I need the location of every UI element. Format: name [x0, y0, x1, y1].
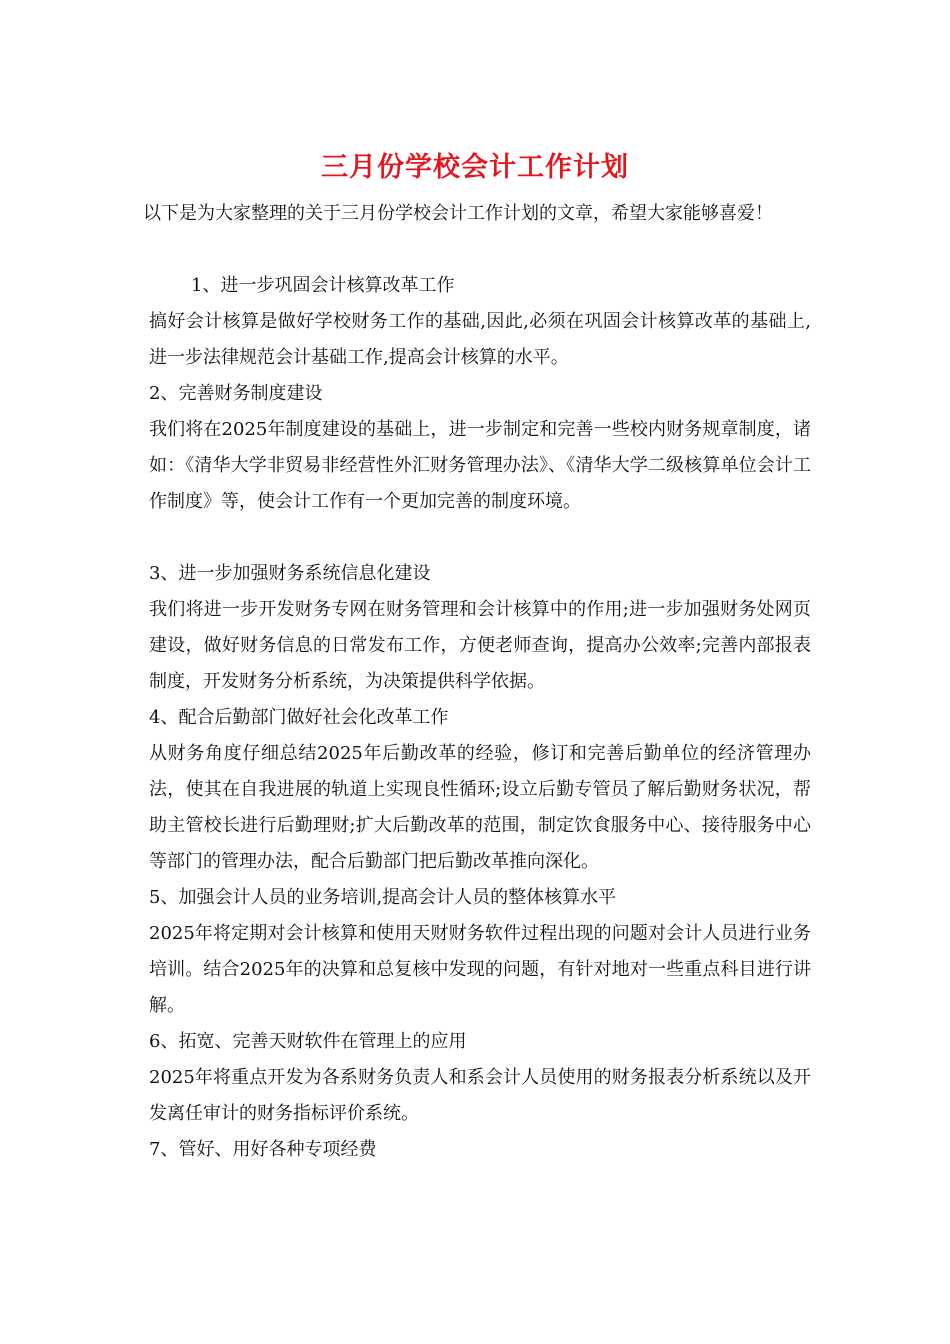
section-text-4: 从财务角度仔细总结2025年后勤改革的经验，修订和完善后勤单位的经济管理办法，使其在自我进展的轨道上实现良性循环;设立后勤专管员了解后勤财务状况，帮助主管校长进行后勤理财;扩大后勤改革的范围，制定饮食服务中心、接待服务中心等部门的管理办法，配合后勤部门把后勤改革推向深化。 [149, 743, 811, 872]
section-text-3: 我们将进一步开发财务专网在财务管理和会计核算中的作用;进一步加强财务处网页建设，做好财务信息的日常发布工作，方便老师查询，提高办公效率;完善内部报表制度，开发财务分析系统，为决策提供科学依据。 [149, 599, 811, 692]
section-heading-1: 1、进一步巩固会计核算改革工作 [191, 275, 455, 296]
section-heading-7: 7、管好、用好各种专项经费 [149, 1139, 377, 1160]
section-heading-4: 4、配合后勤部门做好社会化改革工作 [149, 707, 449, 728]
intro-paragraph: 以下是为大家整理的关于三月份学校会计工作计划的文章，希望大家能够喜爱！ [143, 203, 773, 224]
document-title: 三月份学校会计工作计划 [321, 152, 629, 183]
section-text-1: 搞好会计核算是做好学校财务工作的基础,因此,必须在巩固会计核算改革的基础上,进一步法律规范会计基础工作,提高会计核算的水平。 [149, 311, 811, 368]
section-heading-5: 5、加强会计人员的业务培训,提高会计人员的整体核算水平 [149, 887, 617, 908]
section-text-5: 2025年将定期对会计核算和使用天财财务软件过程出现的问题对会计人员进行业务培训。结合2025年的决算和总复核中发现的问题，有针对地对一些重点科目进行讲解。 [149, 923, 811, 1016]
section-text-2: 我们将在2025年制度建设的基础上，进一步制定和完善一些校内财务规章制度，诸如：《清华大学非贸易非经营性外汇财务管理办法》、《清华大学二级核算单位会计工作制度》等，使会计工作有一个更加完善的制度环境。 [149, 419, 811, 512]
section-heading-2: 2、完善财务制度建设 [149, 383, 323, 404]
section-heading-3: 3、进一步加强财务系统信息化建设 [149, 563, 431, 584]
section-heading-6: 6、拓宽、完善天财软件在管理上的应用 [149, 1031, 467, 1052]
section-text-6: 2025年将重点开发为各系财务负责人和系会计人员使用的财务报表分析系统以及开发离任审计的财务指标评价系统。 [149, 1067, 811, 1124]
document-body [143, 196, 811, 1168]
